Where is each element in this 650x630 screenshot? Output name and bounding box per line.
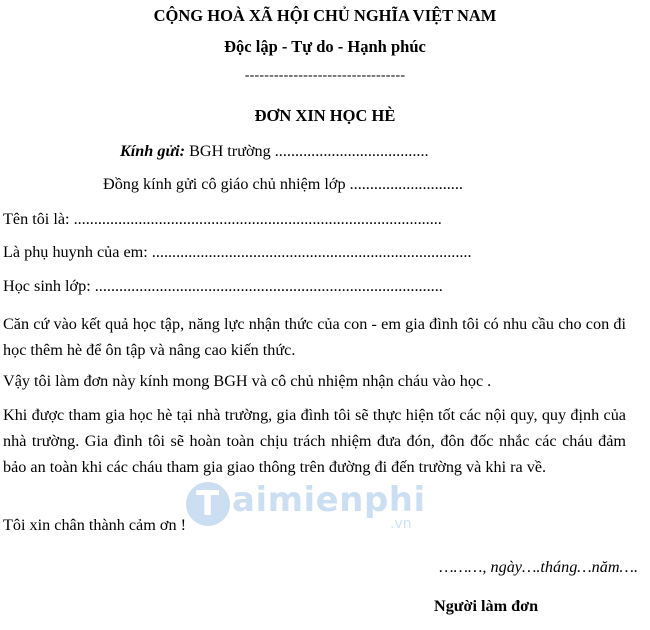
body-paragraph-closing: Tôi xin chân thành cảm ơn ! <box>3 516 186 534</box>
body-paragraph-request: Vậy tôi làm đơn này kính mong BGH và cô chủ nhiệm nhận cháu vào học . <box>3 372 492 390</box>
field-class-label: Học sinh lớp: <box>3 277 95 295</box>
date-line: ………, ngày….tháng…năm…. <box>439 558 638 576</box>
field-class <box>3 277 443 296</box>
field-name-blank: ........................................................................................... <box>73 210 442 228</box>
field-parent-of-label: Là phụ huynh của em: <box>3 243 152 261</box>
addressee-secondary: Đồng kính gửi cô giáo chủ nhiệm lớp ............................ <box>103 175 463 193</box>
signer-label: Người làm đơn <box>434 597 539 615</box>
national-title: CỘNG HOÀ XÃ HỘI CHỦ NGHĨA VIỆT NAM <box>153 6 497 25</box>
field-parent-of <box>3 243 472 262</box>
national-motto: Độc lập - Tự do - Hạnh phúc <box>224 37 426 56</box>
field-name <box>3 210 442 229</box>
watermark-brand-text: aimienphi <box>232 480 426 520</box>
body-paragraph-commitment: Khi được tham gia học hè tại nhà trường, gia đình tôi sẽ thực hiện tốt các nội quy, quy định của nhà trường. Gia đình tôi sẽ hoàn toàn chịu trách nhiệm đưa đón, đôn đốc nhắc các cháu đảm bảo an toàn khi các cháu tham gia giao thông trên đường đi đến trường và khi ra về. <box>3 406 626 476</box>
watermark-domain-text: .vn <box>390 516 412 532</box>
document-title: ĐƠN XIN HỌC HÈ <box>254 106 396 125</box>
field-name-label: Tên tôi là: <box>3 210 74 228</box>
field-class-blank: ...................................................................................... <box>94 277 443 295</box>
addressee-value: BGH trường ...................................... <box>185 142 429 160</box>
watermark-logo-icon: T <box>186 482 230 526</box>
addressee-primary <box>120 142 429 161</box>
header-divider: --------------------------------- <box>244 68 406 83</box>
body-paragraph-reason: Căn cứ vào kết quả học tập, năng lực nhận thức của con - em gia đình tôi có nhu cầu cho con đi học thêm hè để ôn tập và nâng cao kiến thức. <box>3 315 626 359</box>
addressee-label: Kính gửi: <box>120 142 186 160</box>
field-parent-of-blank: ............................................................................... <box>151 243 472 261</box>
